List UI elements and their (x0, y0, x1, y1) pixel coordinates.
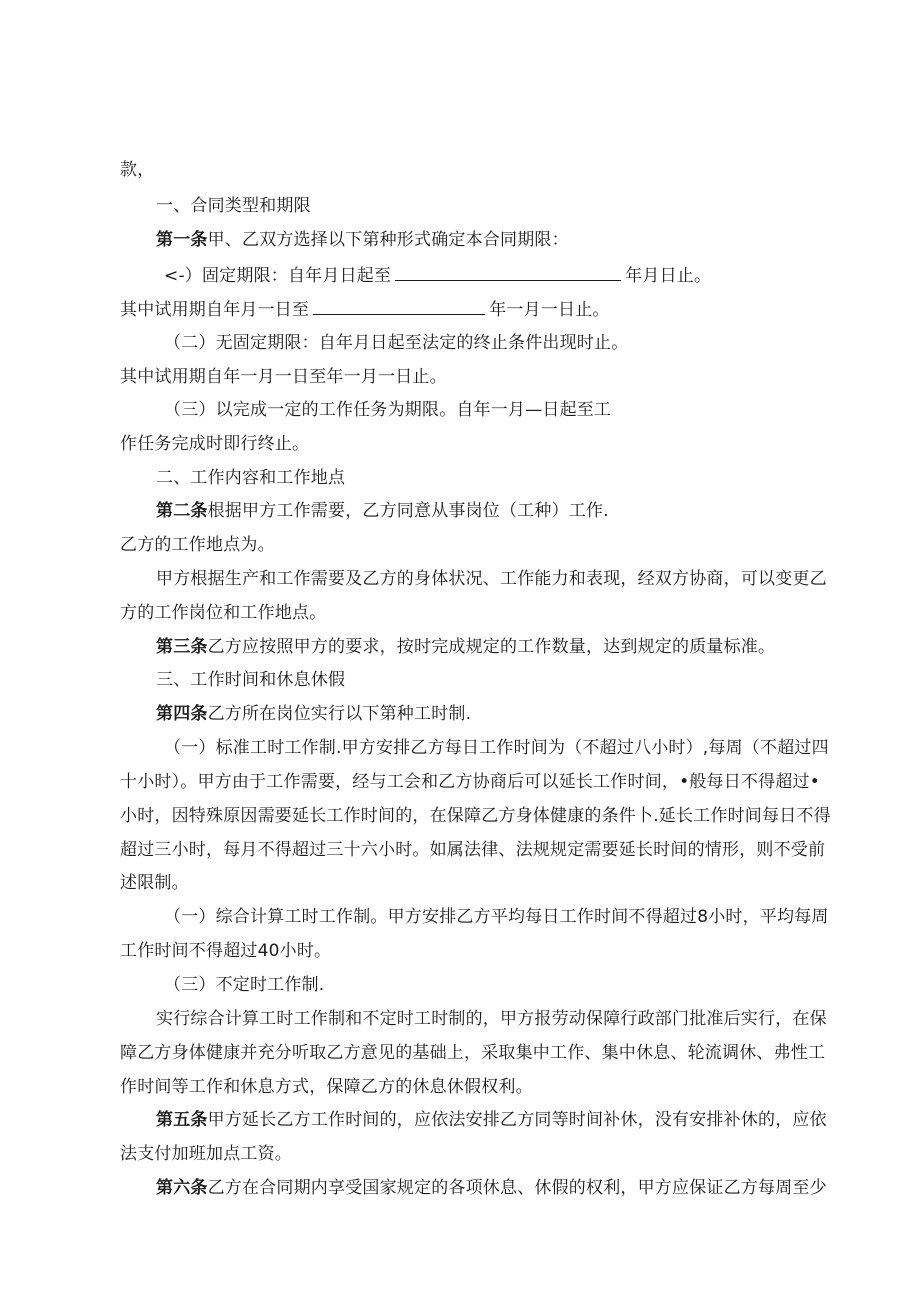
text-line: 甲方根据生产和工作需要及乙方的身体状况、工作能力和表现，经双方协商，可以变更乙 (156, 569, 827, 589)
article-1 (156, 228, 569, 252)
article-3 (156, 635, 775, 659)
article-text: 根据甲方工作需要，乙方同意从事岗位（工种）工作. (207, 501, 609, 521)
text-line: 法支付加班加点工资。 (120, 1144, 292, 1164)
section-heading: 一、合同类型和期限 (156, 196, 311, 216)
text-line (120, 297, 610, 322)
article-text: 甲、乙双方选择以下第种形式确定本合同期限： (207, 230, 569, 250)
text-line (164, 263, 711, 288)
article-label: 第一条 (156, 230, 208, 250)
article-4 (156, 702, 471, 726)
text-line: 作时间等工作和休息方式，保障乙方的休息休假权利。 (120, 1077, 533, 1097)
article-6 (156, 1176, 827, 1200)
text-line: 小时，因特殊原因需要延长工作时间的，在保障乙方身体健康的条件卜.延长工作时间每日不得 (120, 806, 831, 826)
text-line: 款， (120, 160, 155, 180)
section-heading: 三、工作时间和休息休假 (156, 670, 346, 690)
text-line: （二）无固定期限：自年月日起至法定的终止条件出现时止。 (164, 333, 629, 353)
text-line: 实行综合计算工时工作制和不定时工时制的，甲方报劳动保障行政部门批准后实行，在保 (156, 1009, 827, 1029)
text-segment: 年月日止。 (625, 266, 712, 286)
article-label: 第六条 (156, 1178, 208, 1198)
text-line: 作任务完成时即行终止。 (120, 434, 310, 454)
article-5 (156, 1108, 827, 1132)
text-line: 乙方的工作地点为。 (120, 535, 275, 555)
section-heading: 二、工作内容和工作地点 (156, 468, 346, 488)
text-line: 述限制。 (120, 873, 189, 893)
text-line: （一）标准工时工作制.甲方安排乙方每日工作时间为（不超过八小时）,每周（不超过四 (164, 738, 829, 758)
article-label: 第五条 (156, 1110, 208, 1130)
article-text: 乙方在合同期内享受国家规定的各项休息、休假的权利，甲方应保证乙方每周至少 (207, 1178, 827, 1198)
article-text: 甲方延长乙方工作时间的，应依法安排乙方同等时间补休，没有安排补休的，应依 (207, 1110, 827, 1130)
article-2 (156, 499, 609, 523)
article-label: 第四条 (156, 704, 208, 724)
blank-field (313, 297, 485, 315)
text-line: 障乙方身体健康并充分听取乙方意见的基础上，采取集中工作、集中休息、轮流调休、弗性工 (120, 1043, 826, 1063)
text-segment: 其中试用期自年月一日至 (120, 300, 310, 320)
article-text: 乙方所在岗位实行以下第种工时制. (207, 704, 472, 724)
article-label: 第三条 (156, 637, 208, 657)
article-label: 第二条 (156, 501, 208, 521)
text-segment: 年一月一日止。 (489, 300, 610, 320)
text-line: 十小时）。甲方由于工作需要，经与工会和乙方协商后可以延长工作时间，•般每日不得超过• (120, 772, 820, 792)
text-line: 超过三小时，每月不得超过三十六小时。如属法律、法规规定需要延长时间的情形，则不受前 (120, 840, 826, 860)
text-line: 方的工作岗位和工作地点。 (120, 603, 327, 623)
text-line: 其中试用期自年一月一日至年一月一日止。 (120, 367, 447, 387)
text-line: （一）综合计算工时工作制。甲方安排乙方平均每日工作时间不得超过8小时，平均每周 (164, 907, 829, 927)
text-line: （三）不定时工作制. (164, 975, 325, 995)
text-line: （三）以完成一定的工作任务为期限。自年一月—日起至工 (164, 400, 612, 420)
text-line: 工作时间不得超过40小时。 (120, 941, 332, 961)
text-segment: <-）固定期限：自年月日起至 (164, 266, 392, 286)
blank-field (395, 263, 621, 281)
article-text: 乙方应按照甲方的要求，按时完成规定的工作数量，达到规定的质量标准。 (207, 637, 776, 657)
